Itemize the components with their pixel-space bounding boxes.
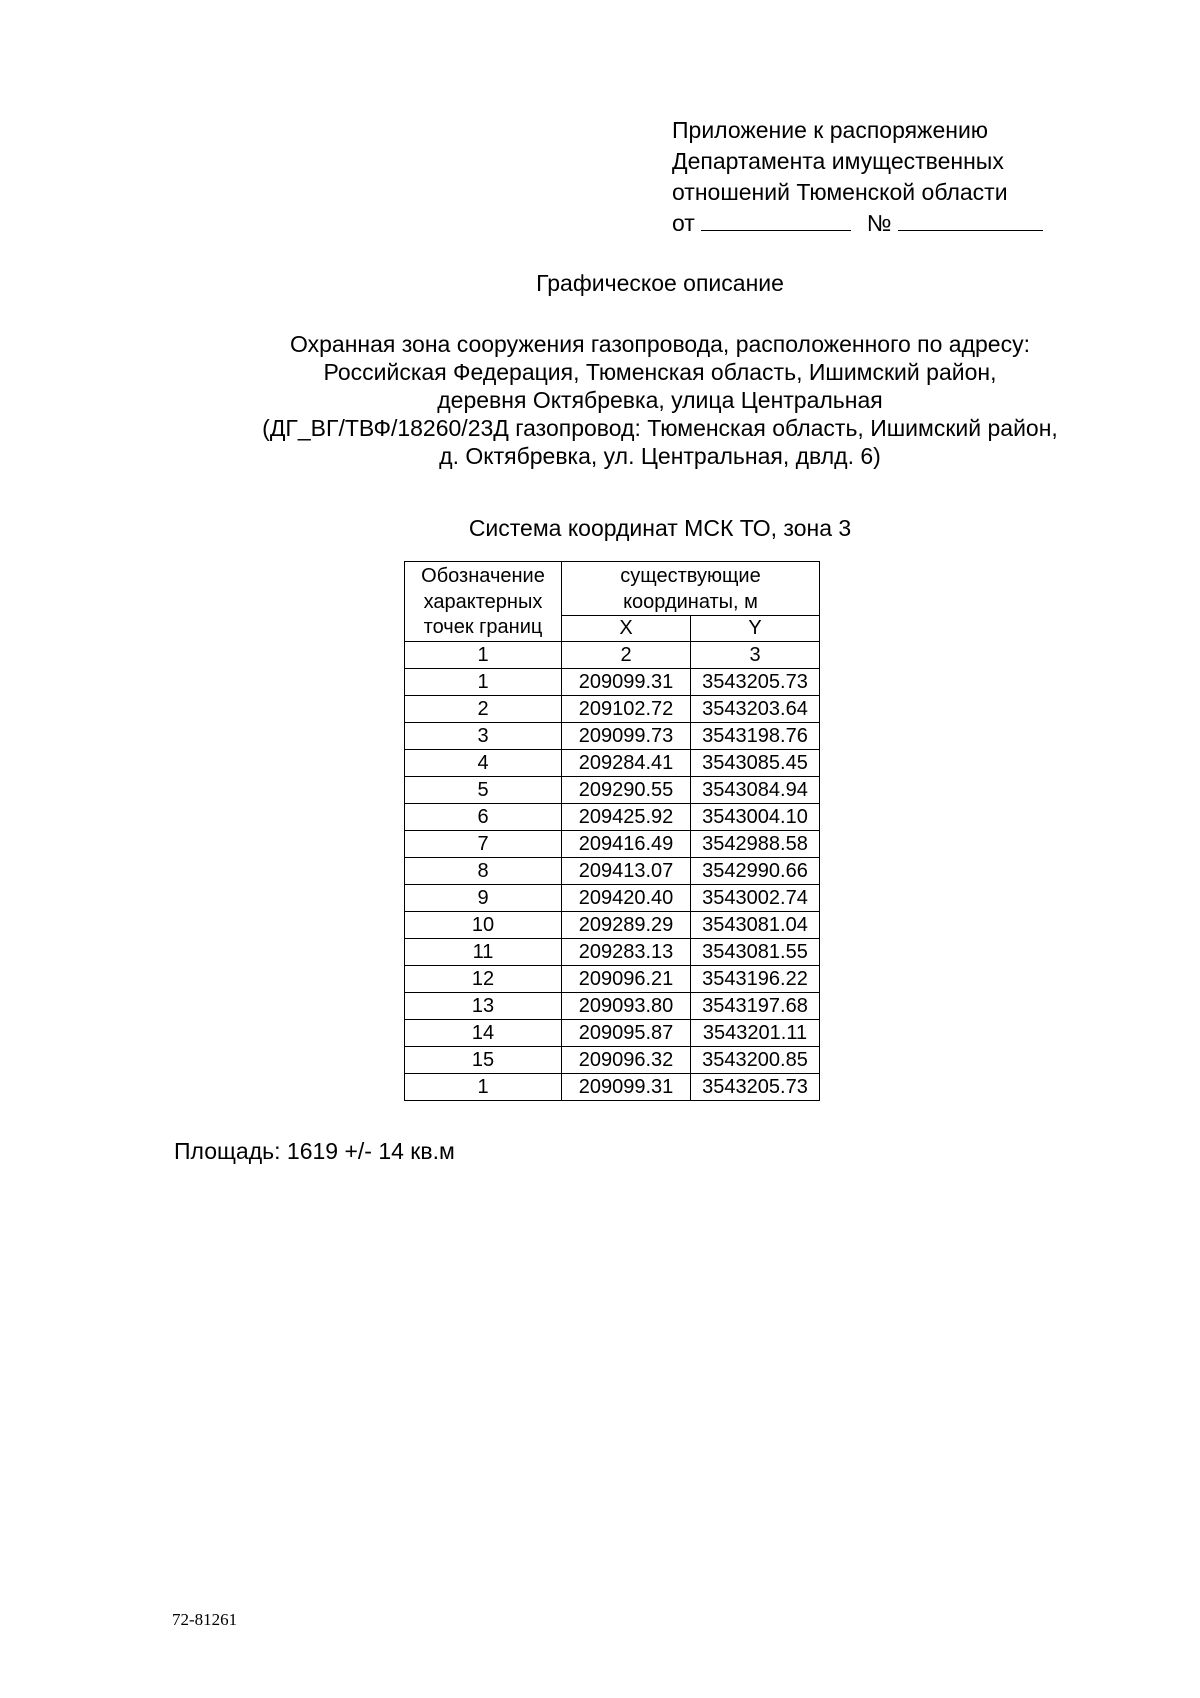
x-cell: 209099.31 <box>562 1073 691 1100</box>
point-cell: 15 <box>405 1046 562 1073</box>
zone-description <box>0 330 1200 470</box>
number-label: № <box>866 210 892 236</box>
table-row <box>405 1046 820 1073</box>
x-cell: 209099.73 <box>562 722 691 749</box>
y-cell: 3543200.85 <box>691 1046 820 1073</box>
x-cell: 209284.41 <box>562 749 691 776</box>
from-label: от <box>672 210 695 236</box>
point-cell: 14 <box>405 1019 562 1046</box>
coordinates-table-body <box>405 668 820 1100</box>
x-cell: 209095.87 <box>562 1019 691 1046</box>
header-point-line-1: Обозначение <box>421 565 545 587</box>
point-cell: 8 <box>405 857 562 884</box>
y-cell: 3543197.68 <box>691 992 820 1019</box>
point-cell: 11 <box>405 938 562 965</box>
table-row <box>405 668 820 695</box>
header-line-2: Департамента имущественных <box>672 148 1004 174</box>
header-line-3: отношений Тюменской области <box>672 179 1008 205</box>
y-cell: 3543205.73 <box>691 668 820 695</box>
header-point-line-3: точек границ <box>423 616 543 638</box>
footer-code: 72-81261 <box>172 1610 238 1629</box>
document-title: Графическое описание <box>536 270 784 296</box>
numbering-cell-1: 1 <box>405 641 562 668</box>
x-cell: 209096.21 <box>562 965 691 992</box>
y-cell: 3543004.10 <box>691 803 820 830</box>
x-cell: 209290.55 <box>562 776 691 803</box>
area-text: Площадь: 1619 +/- 14 кв.м <box>174 1138 455 1164</box>
appendix-header <box>672 115 1092 239</box>
point-cell: 12 <box>405 965 562 992</box>
y-cell: 3543203.64 <box>691 695 820 722</box>
table-numbering-row <box>405 641 820 668</box>
table-row <box>405 938 820 965</box>
y-cell: 3543084.94 <box>691 776 820 803</box>
y-cell: 3543002.74 <box>691 884 820 911</box>
table-row <box>405 749 820 776</box>
point-cell: 6 <box>405 803 562 830</box>
x-cell: 209413.07 <box>562 857 691 884</box>
x-cell: 209283.13 <box>562 938 691 965</box>
table-row <box>405 992 820 1019</box>
header-x: X <box>562 616 691 641</box>
numbering-cell-2: 2 <box>562 641 691 668</box>
y-cell: 3543205.73 <box>691 1073 820 1100</box>
x-cell: 209096.32 <box>562 1046 691 1073</box>
y-cell: 3543085.45 <box>691 749 820 776</box>
header-date-number-line <box>672 208 1092 239</box>
header-coords-line-1: существующие <box>620 565 761 587</box>
table-row <box>405 911 820 938</box>
x-cell: 209102.72 <box>562 695 691 722</box>
x-cell: 209416.49 <box>562 830 691 857</box>
point-cell: 1 <box>405 668 562 695</box>
table-row <box>405 884 820 911</box>
point-cell: 13 <box>405 992 562 1019</box>
y-cell: 3543081.55 <box>691 938 820 965</box>
point-cell: 4 <box>405 749 562 776</box>
point-cell: 5 <box>405 776 562 803</box>
y-cell: 3543081.04 <box>691 911 820 938</box>
y-cell: 3542990.66 <box>691 857 820 884</box>
description-line-2: Российская Федерация, Тюменская область, Ишимский район, <box>323 359 997 385</box>
header-coords-line-2: координаты, м <box>623 590 758 613</box>
table-row <box>405 830 820 857</box>
y-cell: 3542988.58 <box>691 830 820 857</box>
point-cell: 9 <box>405 884 562 911</box>
table-row <box>405 776 820 803</box>
point-cell: 3 <box>405 722 562 749</box>
coordinates-table <box>404 561 820 1101</box>
numbering-cell-3: 3 <box>691 641 820 668</box>
table-row <box>405 857 820 884</box>
header-line-1: Приложение к распоряжению <box>672 117 989 143</box>
coordinate-system-title: Система координат МСК ТО, зона 3 <box>468 515 852 541</box>
x-cell: 209425.92 <box>562 803 691 830</box>
date-blank <box>701 210 851 231</box>
y-cell: 3543201.11 <box>691 1019 820 1046</box>
point-cell: 10 <box>405 911 562 938</box>
x-cell: 209420.40 <box>562 884 691 911</box>
header-existing-coordinates <box>562 562 820 616</box>
table-header-row <box>405 562 820 616</box>
point-cell: 1 <box>405 1073 562 1100</box>
description-line-1: Охранная зона сооружения газопровода, расположенного по адресу: <box>290 331 1030 357</box>
x-cell: 209289.29 <box>562 911 691 938</box>
table-row <box>405 695 820 722</box>
description-line-5: д. Октябревка, ул. Центральная, двлд. 6) <box>439 443 881 469</box>
x-cell: 209099.31 <box>562 668 691 695</box>
y-cell: 3543196.22 <box>691 965 820 992</box>
table-row <box>405 722 820 749</box>
description-line-3: деревня Октябревка, улица Центральная <box>437 387 883 413</box>
description-line-4: (ДГ_ВГ/ТВФ/18260/23Д газопровод: Тюменская область, Ишимский район, <box>262 415 1058 441</box>
point-cell: 7 <box>405 830 562 857</box>
x-cell: 209093.80 <box>562 992 691 1019</box>
number-blank <box>898 210 1043 231</box>
header-y: Y <box>691 616 820 641</box>
point-cell: 2 <box>405 695 562 722</box>
header-point-designation <box>405 562 562 642</box>
table-row <box>405 1019 820 1046</box>
header-point-line-2: характерных <box>423 590 543 613</box>
y-cell: 3543198.76 <box>691 722 820 749</box>
table-row <box>405 803 820 830</box>
table-row <box>405 965 820 992</box>
table-row <box>405 1073 820 1100</box>
